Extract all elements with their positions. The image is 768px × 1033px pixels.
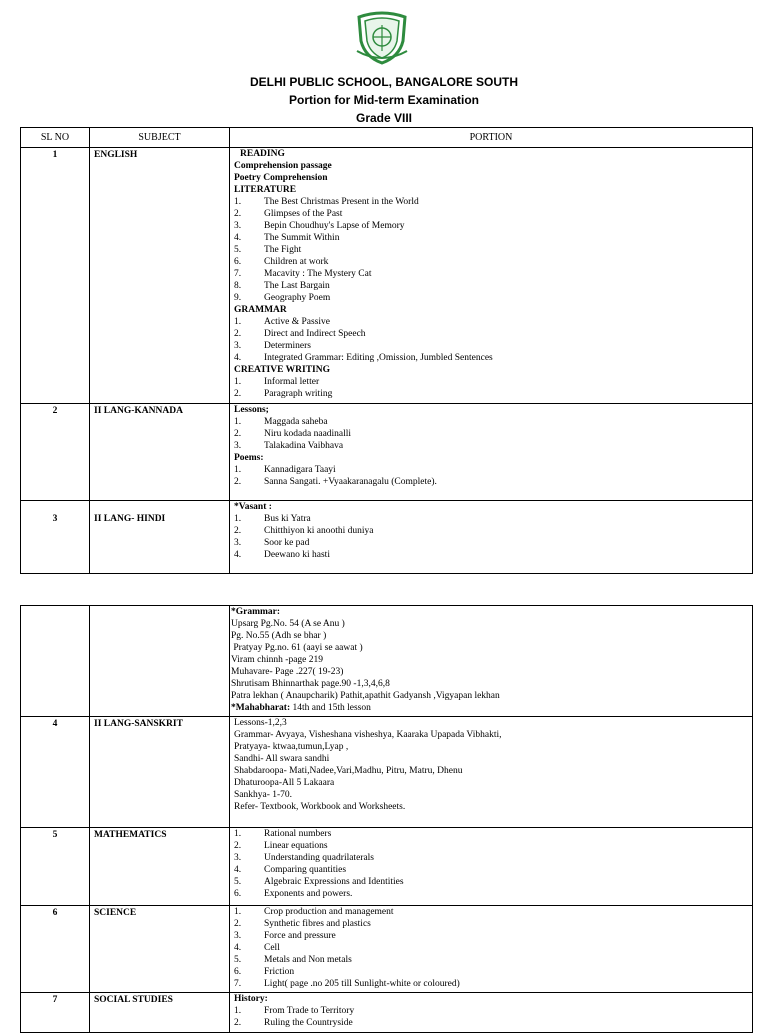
list-item-text: The Summit Within (264, 233, 340, 243)
list-item (234, 220, 748, 232)
list-item-text: Friction (264, 967, 295, 977)
list-item-text: Exponents and powers. (264, 889, 353, 899)
table-row-science (21, 906, 753, 993)
list-item (234, 292, 748, 304)
subject-name: MATHEMATICS (90, 828, 230, 906)
list-item-text: The Fight (264, 245, 302, 255)
list-item-text: The Best Christmas Present in the World (264, 197, 419, 207)
list-item-number: 4. (234, 353, 242, 363)
subject-name: ENGLISH (90, 148, 230, 404)
list-item-text: Understanding quadrilaterals (264, 853, 375, 863)
list-item-number: 4. (234, 865, 242, 875)
list-item-text: Informal letter (264, 377, 320, 387)
portion-line: Refer- Textbook, Workbook and Worksheets. (234, 802, 406, 812)
list-item (234, 352, 748, 364)
portion-line: Shabdaroopa- Mati,Nadee,Vari,Madhu, Pitru, Matru, Dhenu (234, 766, 463, 776)
list-item (234, 196, 748, 208)
section-heading-lessons: Lessons; (234, 405, 269, 415)
list-item (234, 280, 748, 292)
portion-table-part1 (20, 127, 753, 574)
list-item-text: Chitthiyon ki anoothi duniya (264, 526, 374, 536)
grammar-line: Upsarg Pg.No. 54 (A se Anu ) (231, 619, 345, 629)
list-item-text: Kannadigara Taayi (264, 465, 336, 475)
portion-cell (230, 404, 753, 501)
sl-number: 1 (21, 148, 90, 404)
portion-cell (230, 828, 753, 906)
list-item-text: Deewano ki hasti (264, 550, 330, 560)
list-item (234, 208, 748, 220)
portion-line: Dhaturoopa-All 5 Lakaara (234, 778, 335, 788)
list-item (234, 256, 748, 268)
list-item (234, 268, 748, 280)
list-item-number: 2. (234, 477, 242, 487)
portion-cell (230, 717, 753, 828)
list-item-text: Paragraph writing (264, 389, 333, 399)
sl-number: 5 (21, 828, 90, 906)
list-item-text: Linear equations (264, 841, 328, 851)
list-item-text: Rational numbers (264, 829, 332, 839)
portion-line: Sandhi- All swara sandhi (234, 754, 330, 764)
col-portion-header: PORTION (230, 128, 753, 148)
list-item-number: 8. (234, 281, 242, 291)
list-item-number: 1. (234, 1006, 242, 1016)
list-item (234, 464, 748, 476)
table-row-kannada (21, 404, 753, 501)
list-item-number: 2. (234, 841, 242, 851)
creative-writing-list (234, 376, 748, 400)
list-item-number: 3. (234, 931, 242, 941)
list-item-text: The Last Bargain (264, 281, 330, 291)
table-row-social-studies (21, 993, 753, 1033)
grammar-line: Shrutisam Bhinnarthak page.90 -1,3,4,6,8 (231, 679, 390, 689)
list-item (234, 537, 748, 549)
list-item-number: 7. (234, 269, 242, 279)
list-item-text: Children at work (264, 257, 329, 267)
list-item (234, 549, 748, 561)
reading-item: Comprehension passage (234, 161, 332, 171)
list-item-number: 1. (234, 514, 242, 524)
mahabharat-label: *Mahabharat: (231, 703, 291, 713)
grammar-list (234, 316, 748, 364)
portion-cell (230, 993, 753, 1033)
list-item (234, 1017, 748, 1029)
table-row-sanskrit (21, 717, 753, 828)
list-item-number: 5. (234, 877, 242, 887)
list-item (234, 840, 748, 852)
list-item-number: 2. (234, 209, 242, 219)
grade-title: Grade VIII (355, 111, 413, 125)
list-item-text: Metals and Non metals (264, 955, 352, 965)
list-item (234, 942, 748, 954)
list-item-number: 6. (234, 257, 242, 267)
list-item (234, 440, 748, 452)
list-item-number: 2. (234, 526, 242, 536)
subject-name: II LANG-KANNADA (90, 404, 230, 501)
portion-cell (230, 501, 753, 574)
sl-number: 2 (21, 404, 90, 501)
list-item (234, 525, 748, 537)
list-item (234, 918, 748, 930)
list-item-number: 4. (234, 943, 242, 953)
mahabharat-line (231, 702, 748, 714)
list-item (234, 954, 748, 966)
grammar-line: Viram chinnh -page 219 (231, 655, 324, 665)
section-heading-literature: LITERATURE (234, 185, 297, 195)
list-item-text: Ruling the Countryside (264, 1018, 353, 1028)
list-item-number: 2. (234, 329, 242, 339)
subject-name: II LANG-SANSKRIT (90, 717, 230, 828)
portion-line: Pratyaya- ktwaa,tumun,Lyap , (234, 742, 349, 752)
list-item-text: Geography Poem (264, 293, 331, 303)
list-item-text: Integrated Grammar: Editing ,Omission, Jumbled Sentences (264, 353, 493, 363)
list-item-text: Algebraic Expressions and Identities (264, 877, 404, 887)
section-heading-poems: Poems: (234, 453, 264, 463)
list-item-text: Talakadina Vaibhava (264, 441, 344, 451)
sanskrit-lines (234, 717, 748, 813)
school-crest-logo (353, 11, 411, 65)
list-item-number: 3. (234, 341, 242, 351)
list-item-number: 2. (234, 919, 242, 929)
portion-line: Lessons-1,2,3 (234, 718, 287, 728)
list-item-text: Cell (264, 943, 280, 953)
portion-cell (230, 906, 753, 993)
list-item-text: Crop production and management (264, 907, 394, 917)
mathematics-list (234, 828, 748, 900)
list-item-number: 1. (234, 377, 242, 387)
science-list (234, 906, 748, 990)
table-row-hindi (21, 501, 753, 574)
list-item (234, 388, 748, 400)
sl-number: 7 (21, 993, 90, 1033)
list-item-number: 6. (234, 967, 242, 977)
list-item-text: Light( page .no 205 till Sunlight-white or coloured) (264, 979, 460, 989)
list-item (234, 876, 748, 888)
list-item (234, 978, 748, 990)
sl-number: 6 (21, 906, 90, 993)
list-item-text: Bepin Choudhuy's Lapse of Memory (264, 221, 405, 231)
list-item-number: 3. (234, 538, 242, 548)
subject-name: SCIENCE (90, 906, 230, 993)
list-item-text: Soor ke pad (264, 538, 310, 548)
vasant-list (234, 513, 748, 561)
list-item (234, 513, 748, 525)
list-item (234, 888, 748, 900)
portion-line: Grammar- Avyaya, Visheshana visheshya, Kaaraka Upapada Vibhakti, (234, 730, 502, 740)
list-item-number: 1. (234, 417, 242, 427)
list-item-number: 5. (234, 955, 242, 965)
grammar-line: Muhavare- Page .227( 19-23) (231, 667, 344, 677)
sl-number: 4 (21, 717, 90, 828)
history-list (234, 1005, 748, 1029)
list-item-number: 6. (234, 889, 242, 899)
mahabharat-text: 14th and 15th lesson (290, 703, 371, 713)
list-item (234, 966, 748, 978)
list-item-text: Comparing quantities (264, 865, 347, 875)
section-heading-history: History: (234, 994, 268, 1004)
list-item-number: 1. (234, 197, 242, 207)
list-item-number: 4. (234, 550, 242, 560)
list-item-number: 7. (234, 979, 242, 989)
list-item-number: 3. (234, 221, 242, 231)
grammar-line: Pg. No.55 (Adh se bhar ) (231, 631, 327, 641)
list-item-text: Macavity : The Mystery Cat (264, 269, 372, 279)
list-item-number: 3. (234, 441, 242, 451)
poems-list (234, 464, 748, 488)
list-item (234, 864, 748, 876)
list-item (234, 416, 748, 428)
list-item-text: Direct and Indirect Speech (264, 329, 366, 339)
list-item-text: Maggada saheba (264, 417, 328, 427)
list-item (234, 428, 748, 440)
grammar-line: Patra lekhan ( Anaupcharik) Pathit,apathit Gadyansh ,Vigyapan lekhan (231, 691, 500, 701)
section-heading-creative-writing: CREATIVE WRITING (234, 365, 330, 375)
list-item (234, 328, 748, 340)
portion-table-part2 (20, 605, 753, 1033)
list-item-number: 4. (234, 233, 242, 243)
list-item-text: Glimpses of the Past (264, 209, 343, 219)
list-item-text: Synthetic fibres and plastics (264, 919, 371, 929)
sl-number-empty (21, 606, 90, 717)
list-item-number: 3. (234, 853, 242, 863)
list-item-number: 1. (234, 829, 242, 839)
section-heading-grammar: *Grammar: (231, 607, 281, 617)
col-sl-header: SL NO (21, 128, 90, 148)
section-heading-vasant: *Vasant : (234, 502, 272, 512)
list-item (234, 852, 748, 864)
list-item (234, 232, 748, 244)
list-item (234, 316, 748, 328)
list-item (234, 340, 748, 352)
portion-line: Sankhya- 1-70. (234, 790, 293, 800)
list-item-text: Active & Passive (264, 317, 330, 327)
subject-name: SOCIAL STUDIES (90, 993, 230, 1033)
reading-item: Poetry Comprehension (234, 173, 328, 183)
list-item (234, 930, 748, 942)
list-item (234, 828, 748, 840)
subject-name-empty (90, 606, 230, 717)
literature-list (234, 196, 748, 304)
list-item-number: 2. (234, 1018, 242, 1028)
list-item-text: Niru kodada naadinalli (264, 429, 352, 439)
list-item (234, 376, 748, 388)
exam-title: Portion for Mid-term Examination (288, 93, 479, 107)
col-subject-header: SUBJECT (90, 128, 230, 148)
portion-cell (230, 606, 753, 717)
list-item (234, 1005, 748, 1017)
list-item-text: Sanna Sangati. +Vyaakaranagalu (Complete). (264, 477, 437, 487)
list-item (234, 906, 748, 918)
list-item-number: 9. (234, 293, 242, 303)
list-item-text: Determiners (264, 341, 311, 351)
list-item-number: 5. (234, 245, 242, 255)
table-row-hindi-continued (21, 606, 753, 717)
list-item-text: From Trade to Territory (264, 1006, 355, 1016)
list-item-number: 1. (234, 465, 242, 475)
list-item-number: 2. (234, 389, 242, 399)
list-item-number: 2. (234, 429, 242, 439)
school-name: DELHI PUBLIC SCHOOL, BANGALORE SOUTH (249, 75, 518, 89)
list-item-text: Bus ki Yatra (264, 514, 311, 524)
section-heading-grammar: GRAMMAR (234, 305, 287, 315)
lessons-list (234, 416, 748, 452)
table-row-english (21, 148, 753, 404)
portion-cell (230, 148, 753, 404)
list-item-number: 1. (234, 907, 242, 917)
sl-number: 3 (21, 501, 90, 574)
grammar-line: Pratyay Pg.no. 61 (aayi se aawat ) (231, 643, 363, 653)
list-item (234, 476, 748, 488)
table-row-mathematics (21, 828, 753, 906)
subject-name: II LANG- HINDI (90, 501, 230, 574)
table-header-row (21, 128, 753, 148)
list-item (234, 244, 748, 256)
list-item-number: 1. (234, 317, 242, 327)
list-item-text: Force and pressure (264, 931, 336, 941)
section-heading-reading: READING (240, 149, 285, 159)
